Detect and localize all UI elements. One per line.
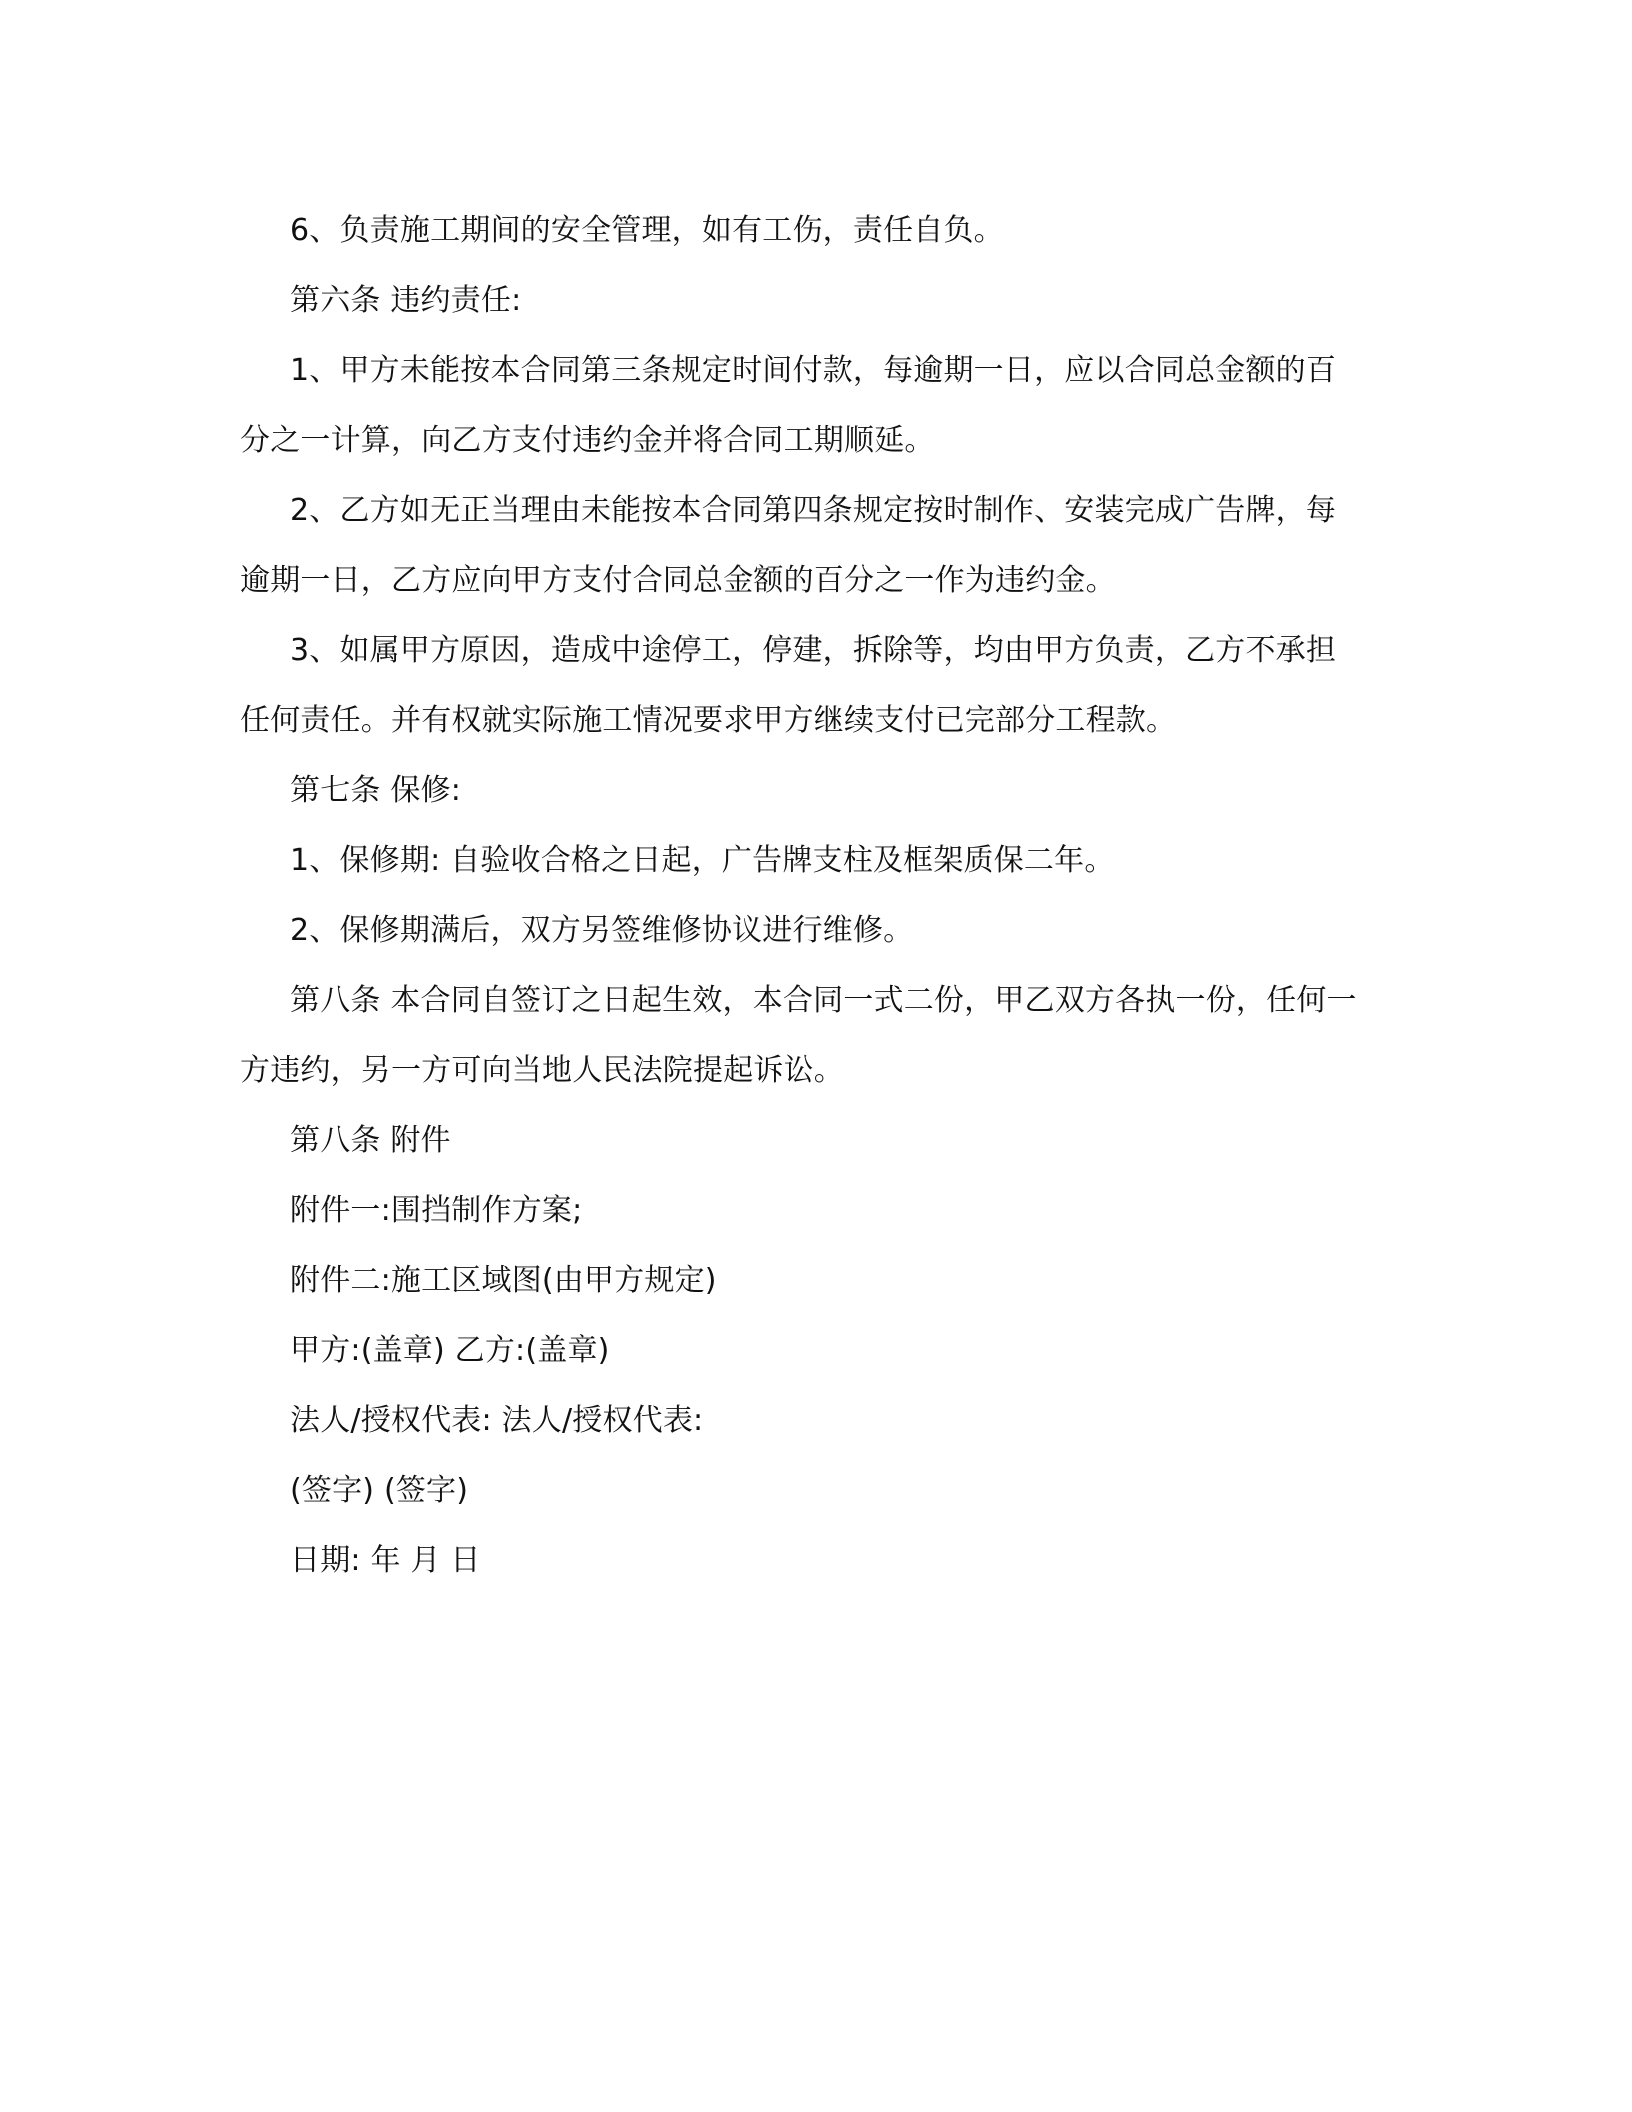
signature-line: (签字) (签字): [290, 1473, 469, 1508]
paragraph-breach-party-a: 1、甲方未能按本合同第三条规定时间付款，每逾期一日，应以合同总金额的百分之一计算，向乙方支付违约金并将合同工期顺延。: [240, 353, 1337, 458]
article-eight-effectiveness: 第八条 本合同自签订之日起生效，本合同一式二份，甲乙双方各执一份，任何一方违约，另一方可向当地人民法院提起诉讼。: [240, 983, 1357, 1088]
article-seven-heading: 第七条 保修:: [290, 773, 462, 808]
attachment-one: 附件一:围挡制作方案;: [290, 1193, 583, 1228]
paragraph-warranty-after: 2、保修期满后，双方另签维修协议进行维修。: [290, 913, 914, 948]
date-line: 日期: 年 月 日: [290, 1543, 481, 1578]
seal-line: 甲方:(盖章) 乙方:(盖章): [290, 1333, 610, 1368]
paragraph-breach-party-b: 2、乙方如无正当理由未能按本合同第四条规定按时制作、安装完成广告牌，每逾期一日，乙方应向甲方支付合同总金额的百分之一作为违约金。: [240, 493, 1337, 598]
attachment-two: 附件二:施工区域图(由甲方规定): [290, 1263, 717, 1298]
paragraph-warranty-period: 1、保修期: 自验收合格之日起，广告牌支柱及框架质保二年。: [290, 843, 1115, 878]
article-eight-attachments-heading: 第八条 附件: [290, 1123, 451, 1158]
document-page: [240, 196, 1390, 1596]
article-six-heading: 第六条 违约责任:: [290, 283, 522, 318]
paragraph-breach-stoppage: 3、如属甲方原因，造成中途停工，停建，拆除等，均由甲方负责，乙方不承担任何责任。并有权就实际施工情况要求甲方继续支付已完部分工程款。: [240, 633, 1337, 738]
representative-line: 法人/授权代表: 法人/授权代表:: [290, 1403, 704, 1438]
paragraph-safety-management: 6、负责施工期间的安全管理，如有工伤，责任自负。: [290, 213, 1004, 248]
